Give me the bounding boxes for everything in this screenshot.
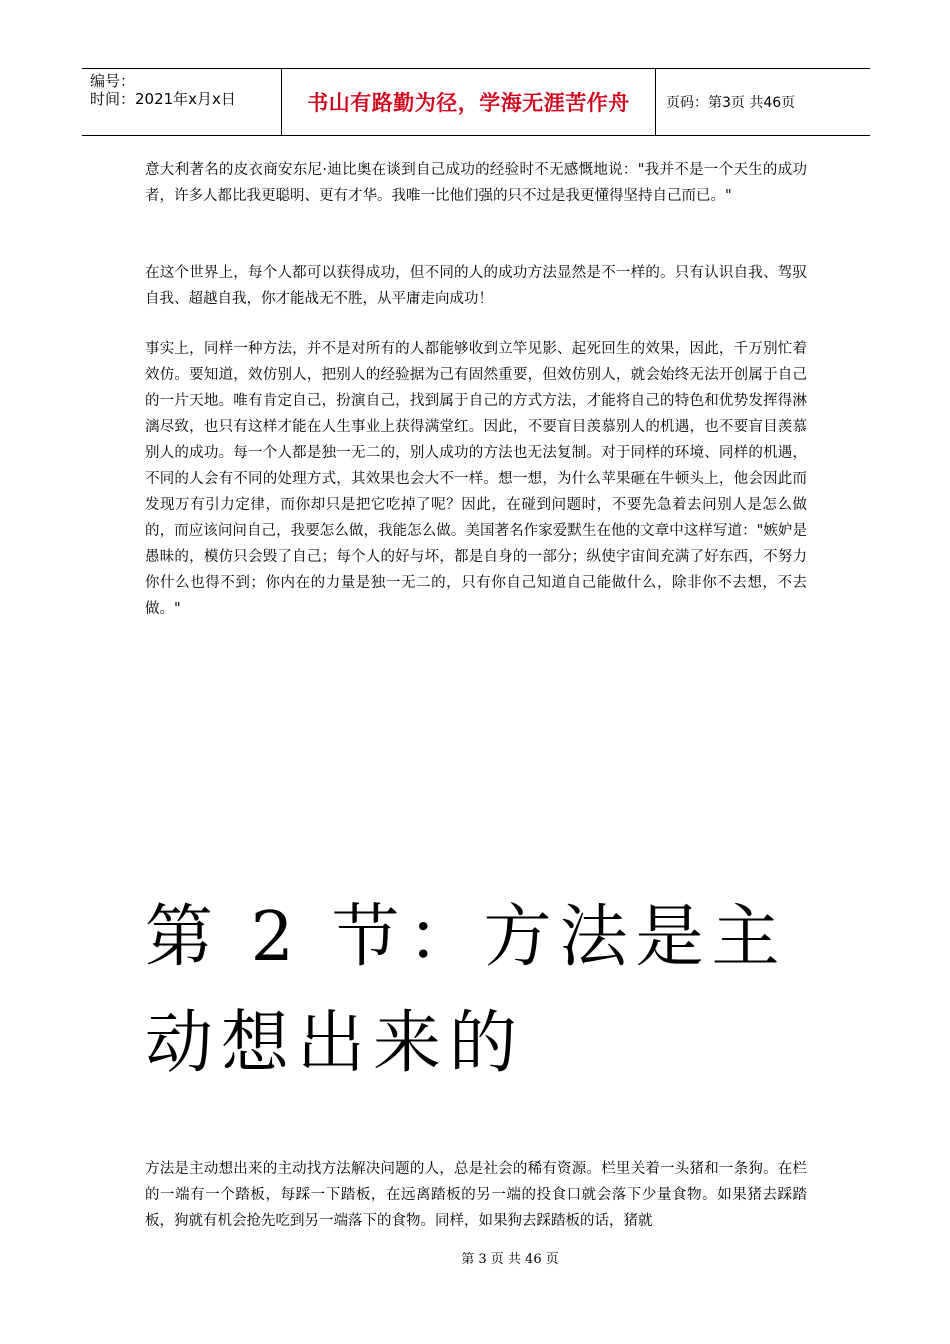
body-paragraph: 方法是主动想出来的主动找方法解决问题的人，总是社会的稀有资源。栏里关着一头猪和一条狗。在栏的一端有一个踏板，每踩一下踏板，在远离踏板的另一端的投食口就会落下少量食物。如果猪去踩踏板，狗就有机会抢先吃到另一端落下的食物。同样，如果狗去踩踏板的话，猪就: [145, 1161, 807, 1229]
body-paragraph: 在这个世界上，每个人都可以获得成功，但不同的人的成功方法显然是不一样的。只有认识自我、驾驭自我、超越自我，你才能战无不胜，从平庸走向成功！: [145, 265, 807, 307]
document-time-label: 时间：2021年x月x日: [90, 90, 236, 108]
page-footer: 第 3 页 共 46 页: [461, 1252, 559, 1267]
header-meta: [82, 69, 282, 135]
body-paragraph: 事实上，同样一种方法，并不是对所有的人都能够收到立竿见影、起死回生的效果，因此，千万别忙着效仿。要知道，效仿别人，把别人的经验据为己有固然重要，但效仿别人，就会始终无法开创属于自己的一片天地。唯有肯定自己，扮演自己，找到属于自己的方式方法，才能将自己的特色和优势发挥得淋漓尽致，也只有这样才能在人生事业上获得满堂红。因此，不要盲目羡慕别人的机遇，也不要盲目羡慕别人的成功。每一个人都是独一无二的，别人成功的方法也无法复制。对于同样的环境、同样的机遇，不同的人会有不同的处理方式，其效果也会大不一样。想一想，为什么苹果砸在牛顿头上，他会因此而发现万有引力定律，而你却只是把它吃掉了呢？因此，在碰到问题时，不要先急着去问别人是怎么做的，而应该问问自己，我要怎么做，我能怎么做。美国著名作家爱默生在他的文章中这样写道："嫉妒是愚昧的，模仿只会毁了自己；每个人的好与坏，都是自身的一部分；纵使宇宙间充满了好东西，不努力你什么也得不到；你内在的力量是独一无二的，只有你自己知道自己能做什么，除非你不去想，不去做。": [145, 341, 807, 617]
document-number-label: 编号：: [90, 72, 136, 90]
section-heading: 第 2 节：方法是主动想出来的: [145, 898, 788, 1083]
body-paragraph: 意大利著名的皮衣商安东尼·迪比奥在谈到自己成功的经验时不无感慨地说："我并不是一个天生的成功者，许多人都比我更聪明、更有才华。我唯一比他们强的只不过是我更懂得坚持自己而已。": [145, 162, 807, 204]
header-motto: 书山有路勤为径，学海无涯苦作舟: [282, 69, 656, 135]
page-header: [82, 68, 870, 136]
header-page-info: 页码：第3页 共46页: [666, 95, 796, 111]
